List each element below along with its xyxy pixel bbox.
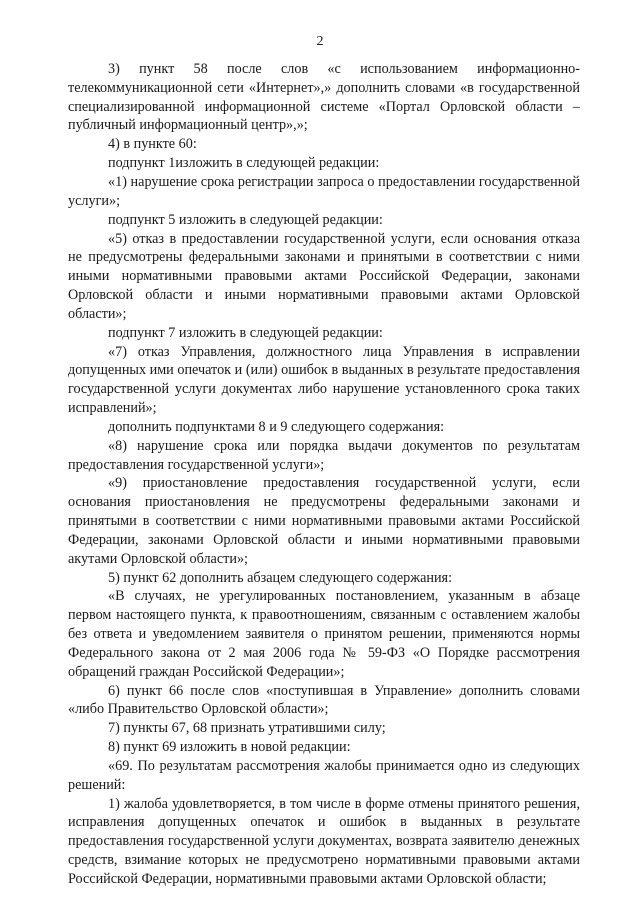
paragraph-2: 4) в пункте 60: — [108, 136, 197, 153]
paragraph-14: 6) пункт 66 после слов «поступившая в Управление» дополнить словами «либо Правительство Орловской области»; — [68, 682, 580, 718]
paragraph-12: 5) пункт 62 дополнить абзацем следующего содержания: — [108, 569, 453, 586]
paragraph-8: «7) отказ Управления, должностного лица Управления в исправлении допущенных ими опечаток и (или) ошибок в выданных в результате предоставления государственной услуги документах либо нарушение установленного срока таких исправлений»; — [68, 343, 580, 416]
page-number: 2 — [316, 34, 324, 49]
paragraph-10: «8) нарушение срока или порядка выдачи документов по результатам предоставления государственной услуги»; — [68, 437, 580, 473]
paragraph-17: «69. По результатам рассмотрения жалобы принимается одно из следующих решений: — [68, 757, 580, 793]
document-body — [68, 60, 580, 889]
paragraph-11: «9) приостановление предоставления государственной услуги, если основания приостановления не предусмотрены федеральными законами и принятыми в соответствии с ними нормативными правовыми актами Российской Федерации, законами Орловской области и иными нормативными правовыми акутами Орловской области»; — [68, 475, 580, 567]
paragraph-16: 8) пункт 69 изложить в новой редакции: — [108, 739, 351, 756]
paragraph-9: дополнить подпунктами 8 и 9 следующего содержания: — [108, 418, 445, 435]
paragraph-7: подпункт 7 изложить в следующей редакции: — [108, 324, 383, 341]
paragraph-5: подпункт 5 изложить в следующей редакции: — [108, 211, 383, 228]
paragraph-3: подпункт 1изложить в следующей редакции: — [108, 155, 380, 172]
paragraph-18: 1) жалоба удовлетворяется, в том числе в форме отмены принятого решения, исправления допущенных опечаток и ошибок в выданных в результате предоставления государственной услуги документах, возврата заявителю денежных средств, взимание которых не предусмотрено нормативными правовыми актами Российской Федерации, нормативными правовыми актами Орловской области; — [68, 795, 580, 887]
paragraph-1: 3) пункт 58 после слов «с использованием информационно-телекоммуникационной сети «Интернет»,» дополнить словами «в государственной специализированной информационной системе «Портал Орловской области – публичный информационный центр»,»; — [68, 61, 580, 134]
paragraph-15: 7) пункты 67, 68 признать утратившими силу; — [108, 720, 386, 737]
paragraph-13: «В случаях, не урегулированных постановлением, указанным в абзаце первом настоящего пункта, к правоотношениям, связанным с оставлением жалобы без ответа и уведомлением заявителя о принятом решении, применяются нормы Федерального закона от 2 мая 2006 года № 59-ФЗ «О Порядке рассмотрения обращений граждан Российской Федерации»; — [68, 588, 580, 680]
paragraph-6: «5) отказ в предоставлении государственной услуги, если основания отказа не предусмотрены федеральными законами и принятыми в соответствии с ними иными нормативными правовыми актами Российской Федерации, законами Орловской области и иными нормативными правовыми актами Орловской области»; — [68, 230, 580, 322]
paragraph-4: «1) нарушение срока регистрации запроса о предоставлении государственной услуги»; — [68, 174, 580, 209]
